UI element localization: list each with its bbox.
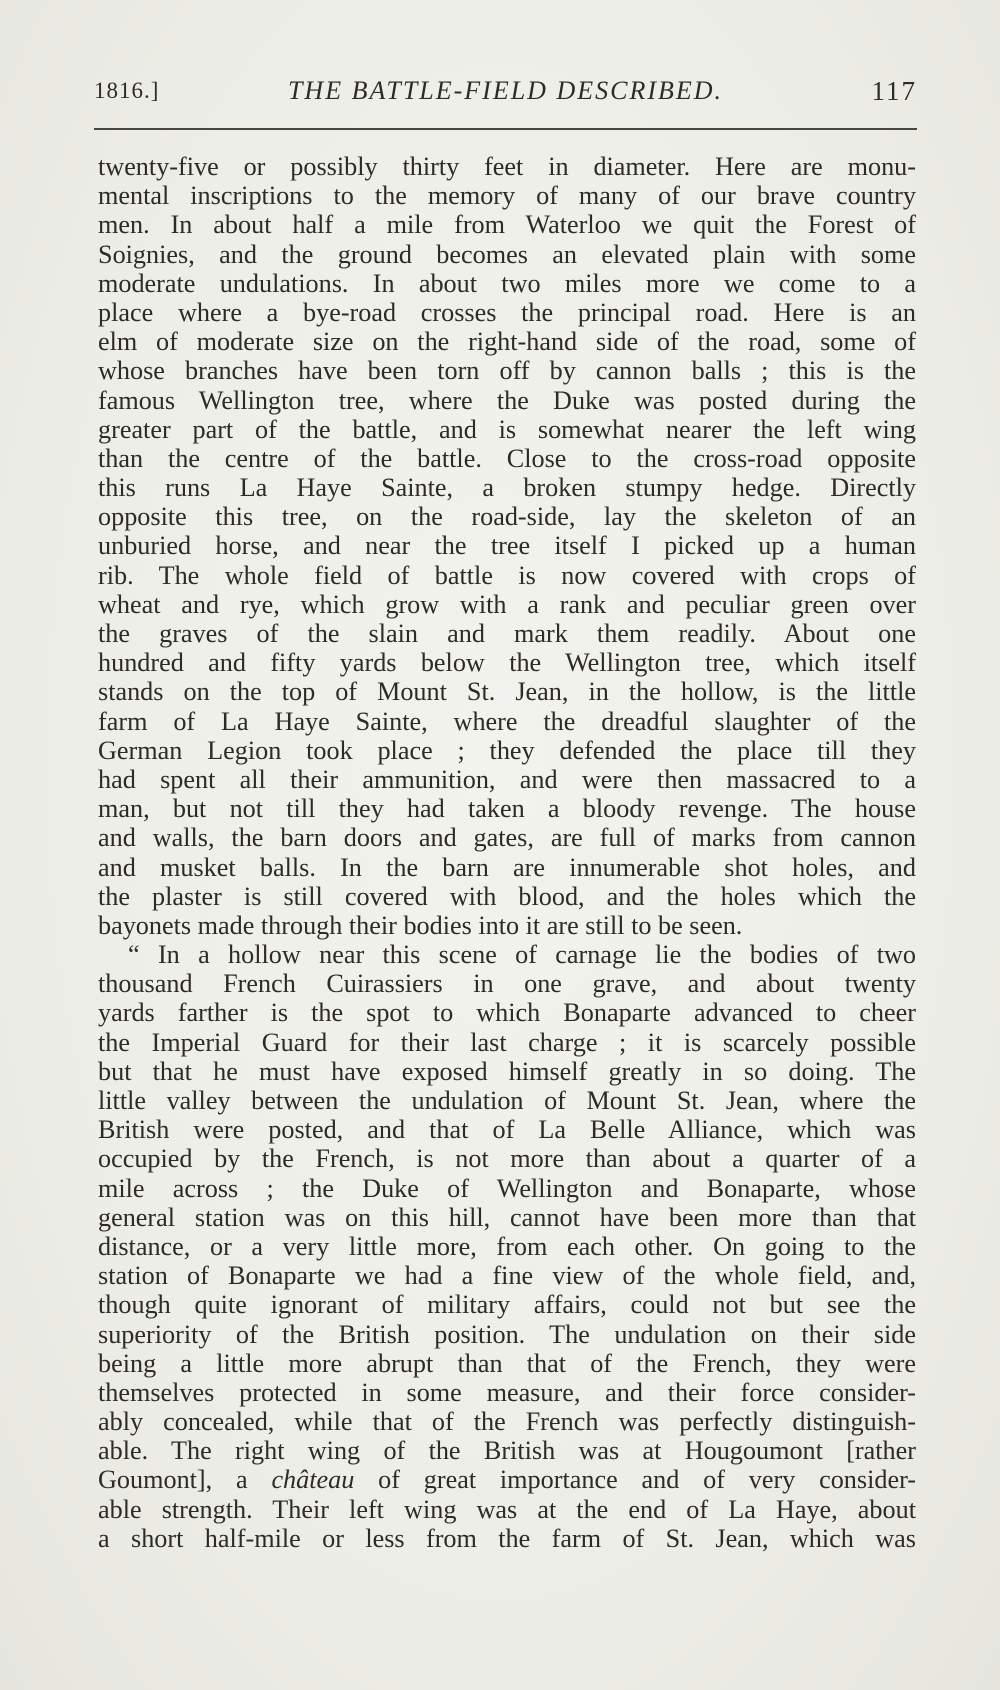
text-line: the graves of the slain and mark them readily. About one [98, 619, 916, 648]
text-line: opposite this tree, on the road-side, lay the skeleton of an [98, 502, 916, 532]
text-line: had spent all their ammunition, and were then massacred to a [98, 764, 916, 794]
text-segment: Goumont], a [98, 1465, 272, 1495]
text-line: greater part of the battle, and is somewhat nearer the left wing [98, 414, 916, 444]
text-line: British were posted, and that of La Belle Alliance, which was [98, 1115, 916, 1145]
running-head [94, 72, 917, 112]
text-line: general station was on this hill, cannot have been more than that [98, 1202, 916, 1232]
paragraph-start-line: “ In a hollow near this scene of carnage lie the bodies of two [128, 940, 916, 970]
text-line: but that he must have exposed himself greatly in so doing. The [98, 1056, 916, 1086]
text-line: superiority of the British position. The undulation on their side [98, 1319, 916, 1349]
text-line: unburied horse, and near the tree itself I picked up a human [98, 531, 916, 561]
text-line: themselves protected in some measure, and their force consider- [98, 1377, 916, 1407]
text-line: and musket balls. In the barn are innumerable shot holes, and [98, 852, 916, 882]
text-line: Soignies, and the ground becomes an elevated plain with some [98, 239, 916, 269]
text-line: distance, or a very little more, from each other. On going to the [98, 1231, 916, 1261]
text-line: and walls, the barn doors and gates, are full of marks from cannon [98, 823, 916, 853]
text-line: famous Wellington tree, where the Duke was posted during the [98, 385, 916, 415]
text-line: mile across ; the Duke of Wellington and Bonaparte, whose [98, 1173, 916, 1203]
text-line: little valley between the undulation of Mount St. Jean, where the [98, 1086, 916, 1115]
text-segment: of great importance and of very consider- [354, 1465, 916, 1495]
text-line: man, but not till they had taken a bloody revenge. The house [98, 794, 916, 824]
text-line: whose branches have been torn off by cannon balls ; this is the [98, 356, 916, 386]
text-line: stands on the top of Mount St. Jean, in the hollow, is the little [98, 677, 916, 707]
header-rule [94, 128, 917, 130]
text-line: station of Bonaparte we had a fine view of the whole field, and, [98, 1261, 916, 1291]
text-line: occupied by the French, is not more than about a quarter of a [98, 1144, 916, 1174]
text-line: though quite ignorant of military affairs, could not but see the [98, 1290, 916, 1320]
text-line: men. In about half a mile from Waterloo we quit the Forest of [98, 210, 916, 240]
header-year: 1816.] [94, 78, 160, 103]
text-line-with-italic [98, 1465, 916, 1494]
text-line: mental inscriptions to the memory of many of our brave country [98, 181, 916, 211]
text-line: moderate undulations. In about two miles more we come to a [98, 268, 916, 298]
italic-word-chateau: château [271, 1465, 355, 1495]
text-line: twenty-five or possibly thirty feet in diameter. Here are monu- [98, 152, 916, 181]
text-line: able strength. Their left wing was at the end of La Haye, about [98, 1494, 916, 1524]
text-line: elm of moderate size on the right-hand side of the road, some of [98, 327, 916, 357]
text-line: place where a bye-road crosses the principal road. Here is an [98, 297, 916, 327]
body-text [98, 152, 916, 1553]
text-line: the plaster is still covered with blood, and the holes which the [98, 881, 916, 911]
text-line: than the centre of the battle. Close to the cross-road opposite [98, 443, 916, 473]
text-line: rib. The whole field of battle is now covered with crops of [98, 560, 916, 590]
page-number: 117 [871, 76, 917, 106]
text-line: hundred and fifty yards below the Wellington tree, which itself [98, 648, 916, 678]
text-line: the Imperial Guard for their last charge ; it is scarcely possible [98, 1027, 916, 1057]
text-line: wheat and rye, which grow with a rank and peculiar green over [98, 589, 916, 619]
header-title: THE BATTLE-FIELD DESCRIBED. [287, 76, 724, 105]
text-line: thousand French Cuirassiers in one grave, and about twenty [98, 969, 916, 999]
text-line: farm of La Haye Sainte, where the dreadful slaughter of the [98, 706, 916, 736]
text-line: this runs La Haye Sainte, a broken stumpy hedge. Directly [98, 473, 916, 503]
text-line: German Legion took place ; they defended the place till they [98, 735, 916, 765]
text-line: able. The right wing of the British was at Hougoumont [rather [98, 1436, 916, 1466]
paragraph-end-line: bayonets made through their bodies into it are still to be seen. [98, 910, 743, 940]
text-line: yards farther is the spot to which Bonaparte advanced to cheer [98, 998, 916, 1028]
text-line: ably concealed, while that of the French was perfectly distinguish- [98, 1407, 916, 1437]
text-line: a short half-mile or less from the farm of St. Jean, which was [98, 1523, 916, 1553]
text-line: being a little more abrupt than that of the French, they were [98, 1348, 916, 1378]
